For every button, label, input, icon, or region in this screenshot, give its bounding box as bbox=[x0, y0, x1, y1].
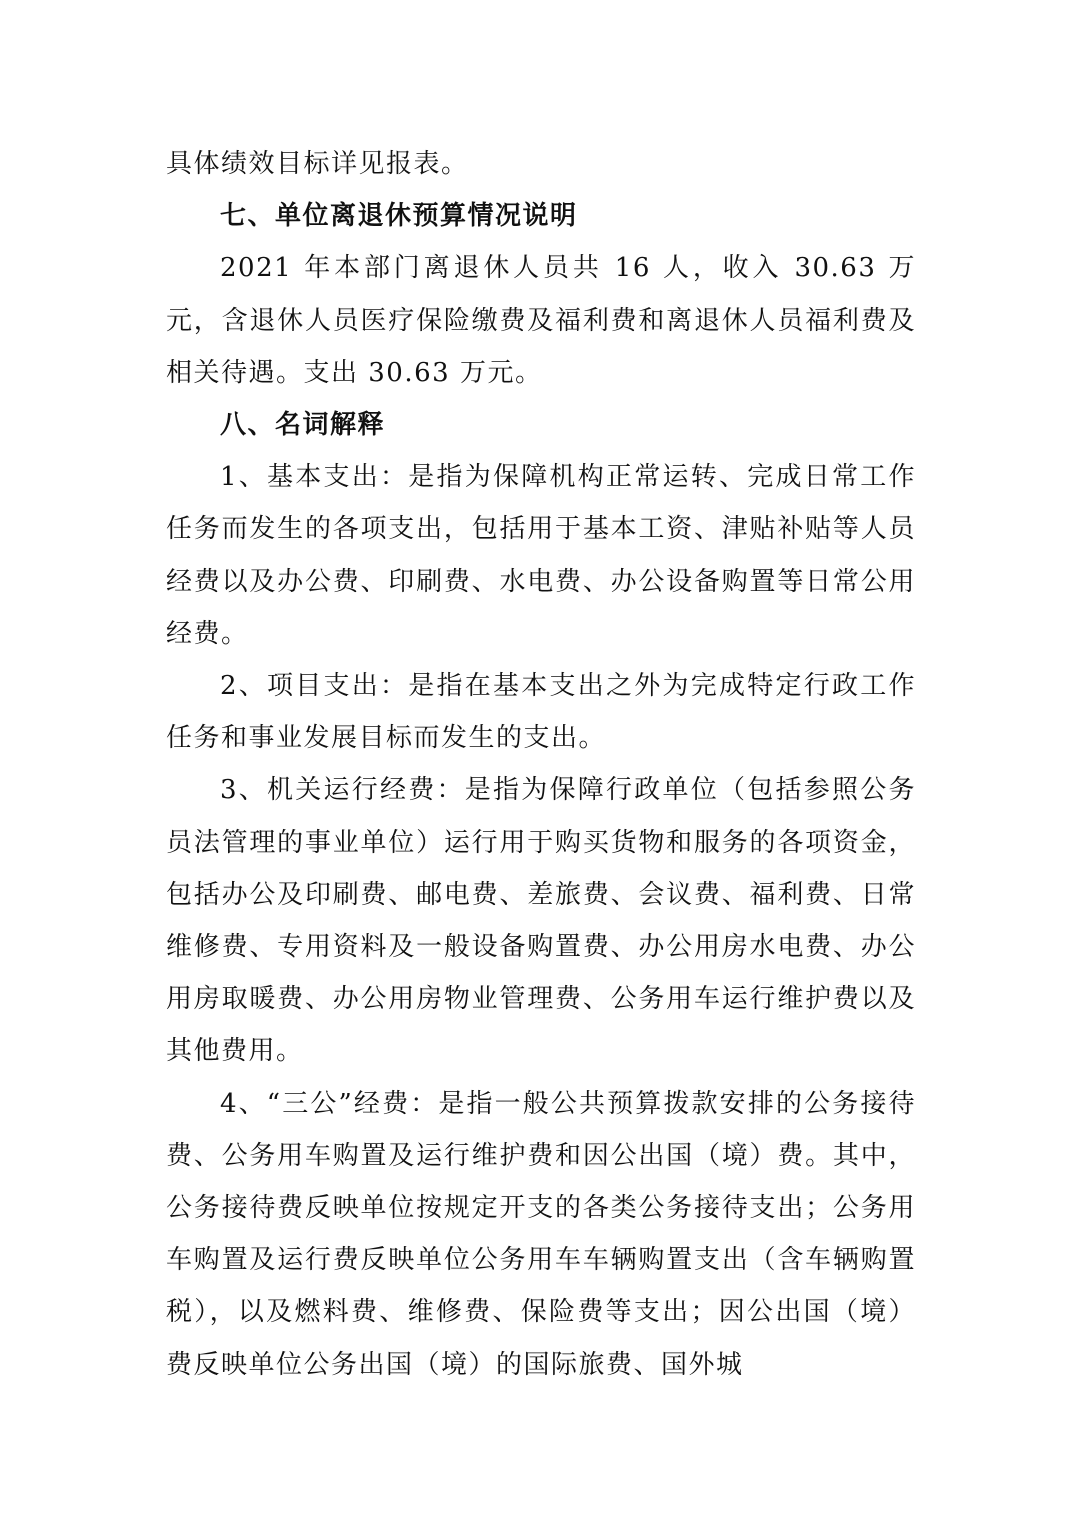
term-three-public-funds: 4、“三公”经费：是指一般公共预算拨款安排的公务接待费、公务用车购置及运行维护费和因公出国（境）费。其中，公务接待费反映单位按规定开支的各类公务接待支出；公务用车购置及运行费反映单位公务用车车辆购置支出（含车辆购置税），以及燃料费、维修费、保险费等支出；因公出国（境）费反映单位公务出国（境）的国际旅费、国外城 bbox=[166, 1088, 916, 1380]
section-heading-8: 八、名词解释 bbox=[220, 410, 386, 441]
term-basic-expenditure: 1、基本支出：是指为保障机构正常运转、完成日常工作任务而发生的各项支出，包括用于基本工资、津贴补贴等人员经费以及办公费、印刷费、水电费、办公设备购置等日常公用经费。 bbox=[166, 462, 916, 649]
section-heading-7: 七、单位离退休预算情况说明 bbox=[220, 201, 578, 232]
paragraph-retiree-budget: 2021 年本部门离退休人员共 16 人，收入 30.63 万元，含退休人员医疗保险缴费及福利费和离退休人员福利费及相关待遇。支出 30.63 万元。 bbox=[166, 253, 916, 388]
paragraph-continuation: 具体绩效目标详见报表。 bbox=[166, 149, 469, 179]
term-project-expenditure: 2、项目支出：是指在基本支出之外为完成特定行政工作任务和事业发展目标而发生的支出。 bbox=[166, 671, 916, 754]
document-body bbox=[166, 138, 916, 1391]
term-operating-funds: 3、机关运行经费：是指为保障行政单位（包括参照公务员法管理的事业单位）运行用于购买货物和服务的各项资金，包括办公及印刷费、邮电费、差旅费、会议费、福利费、日常维修费、专用资料及一般设备购置费、办公用房水电费、办公用房取暖费、办公用房物业管理费、公务用车运行维护费以及其他费用。 bbox=[166, 775, 916, 1067]
